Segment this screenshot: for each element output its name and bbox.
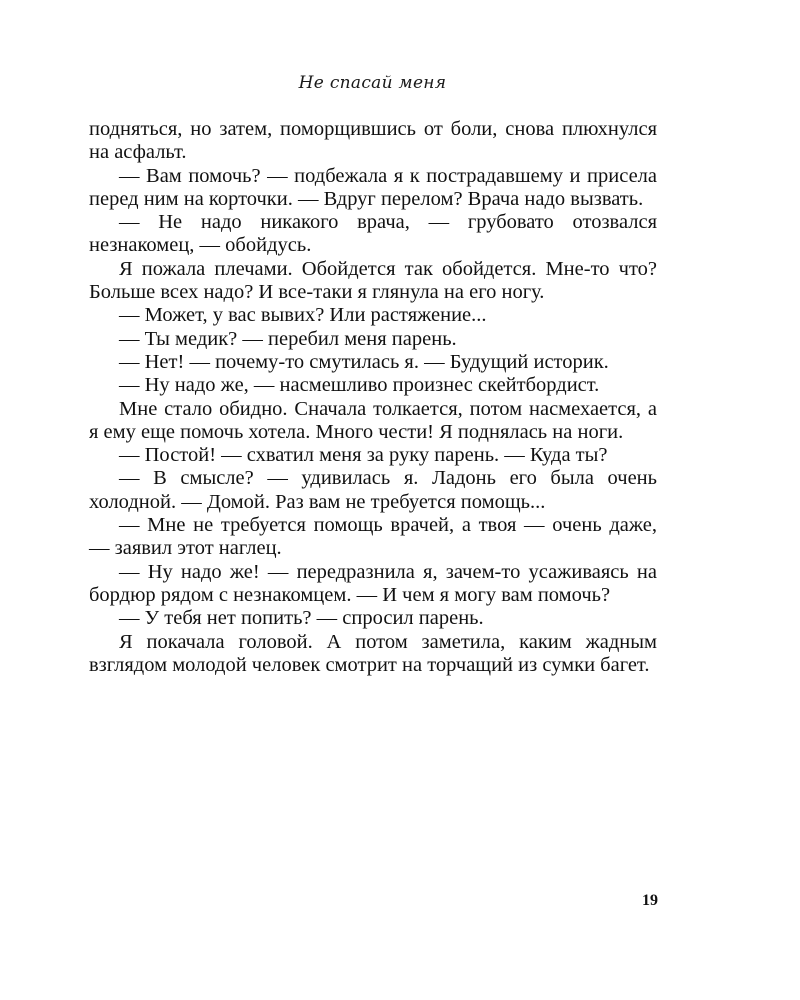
paragraph: — Ну надо же! — передразнила я, зачем-то усаживаясь на бордюр рядом с незнакомцем. — И чем я могу вам помочь? xyxy=(89,560,657,606)
paragraph: — Может, у вас вывих? Или растяжение... xyxy=(119,304,487,327)
paragraph: — Мне не требуется помощь врачей, а твоя — очень даже, — заявил этот наглец. xyxy=(89,514,657,560)
body-text xyxy=(89,118,657,677)
running-head: Не спасай меня xyxy=(298,73,447,93)
paragraph: — Вам помочь? — подбежала я к пострадавшему и присела перед ним на корточки. — Вдруг перелом? Врача надо вызвать. xyxy=(89,164,657,210)
paragraph: — Не надо никакого врача, — грубовато отозвался незнакомец, — обойдусь. xyxy=(89,211,657,257)
paragraph: — Нет! — почему-то смутилась я. — Будущий историк. xyxy=(119,350,609,373)
paragraph: — Ну надо же, — насмешливо произнес скейтбордист. xyxy=(119,374,600,397)
paragraph: подняться, но затем, поморщившись от боли, снова плюхнулся на асфальт. xyxy=(89,118,657,164)
paragraph: — Постой! — схватил меня за руку парень. — Куда ты? xyxy=(119,444,608,467)
paragraph: — В смысле? — удивилась я. Ладонь его была очень холодной. — Домой. Раз вам не требуется помощь... xyxy=(89,467,657,513)
paragraph: Я пожала плечами. Обойдется так обойдется. Мне-то что? Больше всех надо? И все-таки я глянула на его ногу. xyxy=(89,257,657,304)
paragraph: Я покачала головой. А потом заметила, каким жадным взглядом молодой человек смотрит на торчащий из сумки багет. xyxy=(89,630,657,676)
paragraph: — У тебя нет попить? — спросил парень. xyxy=(119,607,484,630)
paragraph: — Ты медик? — перебил меня парень. xyxy=(119,327,457,350)
paragraph: Мне стало обидно. Сначала толкается, потом насмехается, а я ему еще помочь хотела. Много чести! Я поднялась на ноги. xyxy=(89,397,657,443)
page-number: 19 xyxy=(642,892,658,909)
